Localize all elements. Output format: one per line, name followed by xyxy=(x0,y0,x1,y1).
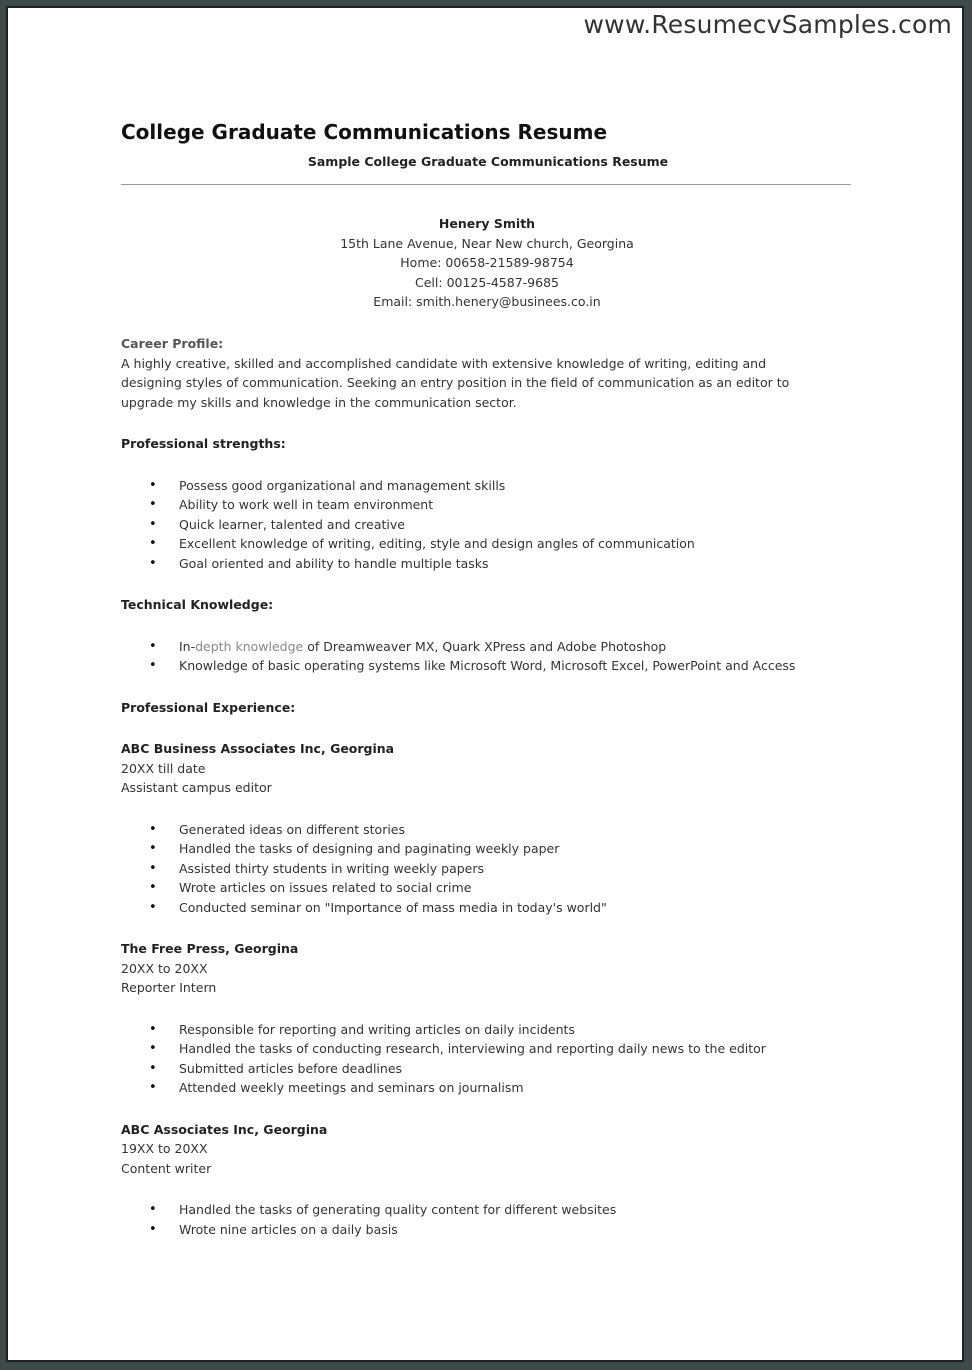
list-item: • Attended weekly meetings and seminars on journalism xyxy=(121,1078,881,1098)
job-dates: 20XX till date xyxy=(121,760,206,776)
experience-heading: Professional Experience: xyxy=(121,699,296,715)
spacer xyxy=(121,1178,881,1200)
document-title: College Graduate Communications Resume xyxy=(121,120,608,144)
job-role: Reporter Intern xyxy=(121,980,217,995)
resume-page xyxy=(6,6,964,1362)
list-item xyxy=(121,637,881,657)
job-duties-list xyxy=(121,1200,881,1239)
job-duties-list xyxy=(121,820,881,918)
career-profile-line: upgrade my skills and knowledge in the communication sector. xyxy=(121,394,517,410)
list-item: • Goal oriented and ability to handle multiple tasks xyxy=(121,554,881,574)
list-item: • Excellent knowledge of writing, editing, style and design angles of communication xyxy=(121,534,881,554)
spacer xyxy=(121,998,881,1020)
job-dates: 19XX to 20XX xyxy=(121,1141,208,1156)
technical-heading: Technical Knowledge: xyxy=(121,597,274,612)
address: 15th Lane Avenue, Near New church, Georgina xyxy=(340,235,634,251)
job-role: Content writer xyxy=(121,1160,212,1176)
list-item: • Generated ideas on different stories xyxy=(121,820,881,840)
title-divider xyxy=(121,184,851,185)
spacer xyxy=(121,454,881,476)
cell-phone: Cell: 00125-4587-9685 xyxy=(415,274,559,290)
career-profile-line: A highly creative, skilled and accomplished candidate with extensive knowledge of writing, editing and xyxy=(121,355,767,371)
depth-knowledge-link[interactable]: depth knowledge xyxy=(195,638,304,654)
spacer xyxy=(121,717,881,739)
strengths-list xyxy=(121,476,881,574)
contact-block xyxy=(8,214,966,312)
list-item: • Wrote nine articles on a daily basis xyxy=(121,1220,881,1240)
job-duties-list xyxy=(121,1020,881,1098)
job-company: ABC Business Associates Inc, Georgina xyxy=(121,741,395,756)
subtitle-text: Sample College Graduate Communications Resume xyxy=(307,154,669,169)
list-item: • Ability to work well in team environment xyxy=(121,495,881,515)
spacer xyxy=(121,573,881,595)
spacer xyxy=(121,1098,881,1120)
list-item: • Handled the tasks of generating quality content for different websites xyxy=(121,1200,881,1220)
list-item: • Handled the tasks of designing and paginating weekly paper xyxy=(121,839,881,859)
job-company: ABC Associates Inc, Georgina xyxy=(121,1121,328,1137)
list-item: • Submitted articles before deadlines xyxy=(121,1059,881,1079)
list-item: • Handled the tasks of conducting research, interviewing and reporting daily news to the editor xyxy=(121,1039,881,1059)
career-profile-heading: Career Profile: xyxy=(121,336,224,351)
document-subtitle xyxy=(8,154,966,169)
job-role: Assistant campus editor xyxy=(121,780,272,795)
watermark: www.ResumecvSamples.com xyxy=(583,10,952,39)
candidate-name: Henery Smith xyxy=(438,216,536,231)
spacer xyxy=(121,412,881,434)
spacer xyxy=(121,798,881,820)
technical-list xyxy=(121,637,881,676)
job-dates: 20XX to 20XX xyxy=(121,960,208,976)
spacer xyxy=(121,917,881,939)
list-item: • Responsible for reporting and writing articles on daily incidents xyxy=(121,1020,881,1040)
home-phone: Home: 00658-21589-98754 xyxy=(400,255,574,270)
item-rest: of Dreamweaver MX, Quark XPress and Adobe Photoshop xyxy=(303,638,667,654)
strengths-heading: Professional strengths: xyxy=(121,436,286,451)
spacer xyxy=(121,676,881,698)
list-item: • Wrote articles on issues related to social crime xyxy=(121,878,881,898)
email: Email: smith.henery@businees.co.in xyxy=(373,294,601,309)
career-profile-line: designing styles of communication. Seeking an entry position in the field of communication as an editor to xyxy=(121,375,790,390)
list-item: • Possess good organizational and management skills xyxy=(121,476,881,496)
list-item: • Assisted thirty students in writing weekly papers xyxy=(121,859,881,879)
item-prefix: In- xyxy=(179,638,196,654)
job-company: The Free Press, Georgina xyxy=(121,941,299,956)
list-item: • Knowledge of basic operating systems like Microsoft Word, Microsoft Excel, PowerPoint and Access xyxy=(121,656,881,676)
resume-body xyxy=(121,334,881,1239)
list-item: • Quick learner, talented and creative xyxy=(121,515,881,535)
spacer xyxy=(121,615,881,637)
list-item: • Conducted seminar on "Importance of mass media in today's world" xyxy=(121,898,881,918)
